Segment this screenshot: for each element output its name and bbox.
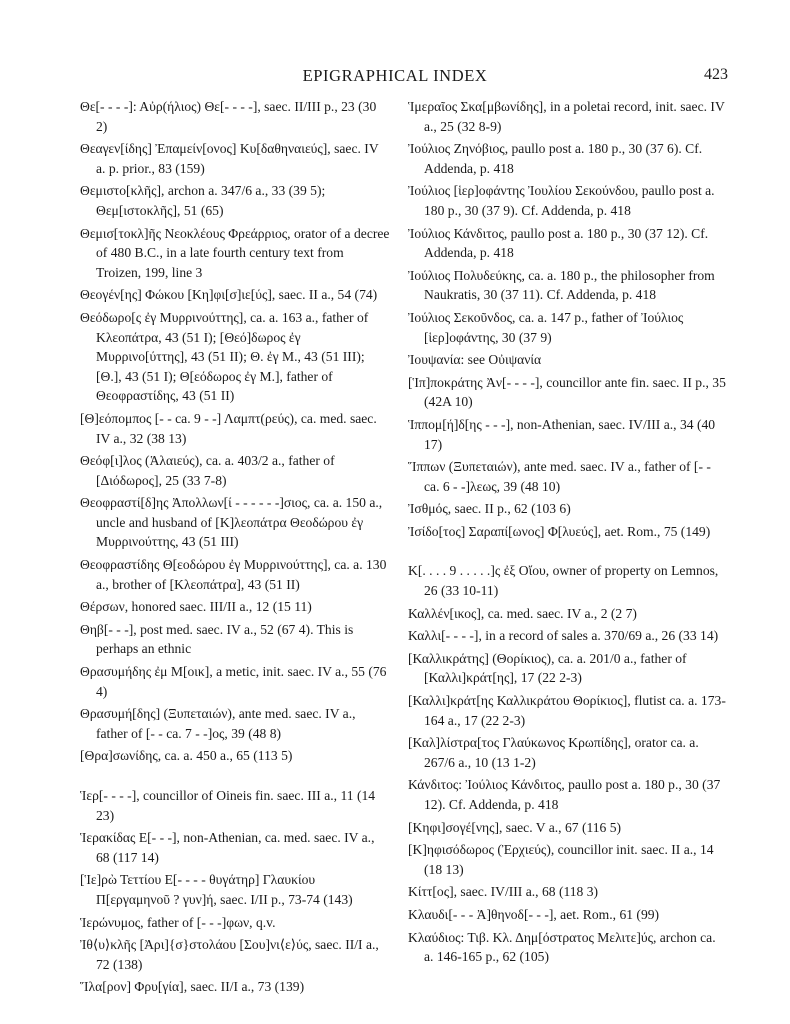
index-entry: Ἰούλιος Σεκοῦνδος, ca. a. 147 p., father of Ἰούλιος [ἱερ]οφάντης, 30 (37 9) <box>408 309 684 345</box>
index-entry: Θεμιστο[κλῆς], archon a. 347/6 a., 33 (39 5); Θεμ[ιστοκλῆς], 51 (65) <box>80 183 326 218</box>
index-entry: Κλαύδιος: Τιβ. Κλ. Δημ[όστρατος Μελιτε]ύς, archon ca. a. 146‐165 p., 62 (105) <box>408 929 716 965</box>
left-column <box>80 97 390 1000</box>
index-entry: Ἵλα[ρον] Φρυ[γία], saec. II/I a., 73 (139) <box>80 979 305 995</box>
index-entry: Θεοφραστίδης Θ[εοδώρου ἐγ Μυρρινούττης], ca. a. 130 a., brother of [Κλεοπάτρα], 43 (51 II) <box>80 557 387 592</box>
page-header <box>0 66 790 88</box>
index-entry: [Ἱε]ρὼ Τεττίου Ε[‐ ‐ ‐ ‐ θυγάτηρ] Γλαυκίου Π[εργαμηνοῦ ? γυν]ή, saec. I/II p., 73‐74 (143) <box>80 872 353 907</box>
index-entry: Κλαυδι[‐ ‐ ‐ Ἀ]θηνοδ[‐ ‐ ‐], aet. Rom., 61 (99) <box>408 906 660 922</box>
index-entry: Ἰούλιος Ζηνόβιος, paullo post a. 180 p., 30 (37 6). Cf. Addenda, p. 418 <box>408 141 703 176</box>
index-entry: Κ[. . . . 9 . . . . .]ς ἐξ Οἴου, owner of property on Lemnos, 26 (33 10‐11) <box>408 563 719 599</box>
running-head: EPIGRAPHICAL INDEX <box>302 66 488 85</box>
index-entry: Ἱμεραῖος Σκα[μβωνίδης], in a poletai record, init. saec. IV a., 25 (32 8‐9) <box>408 99 725 134</box>
index-entry: Θεαγεν[ίδης] Ἐπαμείν[ονος] Κυ[δαθηναιεύς], saec. IV a. p. prior., 83 (159) <box>80 141 379 176</box>
index-entry: [Καλλι]κράτ[ης Καλλικράτου Θορίκιος], flutist ca. a. 173‐164 a., 17 (22 2‐3) <box>408 693 726 728</box>
index-entry: [Θ]εόπομπος [‐ ‐ ca. 9 ‐ ‐] Λαμπτ(ρεύς), ca. med. saec. IV a., 32 (38 13) <box>80 410 377 446</box>
index-entry: Ἱερακίδας Ε[‐ ‐ ‐], non‐Athenian, ca. med. saec. IV a., 68 (117 14) <box>80 830 375 865</box>
index-entry: Ἱππομ[ή]δ[ης ‐ ‐ ‐], non‐Athenian, saec. IV/III a., 34 (40 17) <box>408 416 716 452</box>
index-entry: Θεόφ[ι]λος (Ἁλαιεύς), ca. a. 403/2 a., father of [Διόδωρος], 25 (33 7‐8) <box>80 453 335 488</box>
index-entry: Ἰσθμός, saec. II p., 62 (103 6) <box>408 501 571 517</box>
index-entry: [Θρα]σωνίδης, ca. a. 450 a., 65 (113 5) <box>80 748 293 764</box>
index-entry: Θεμισ[τοκλ]ῆς Νεοκλέους Φρεάρριος, orator of a decree of 480 B.C., in a late fourth century text from Troizen, 199, line 3 <box>80 225 390 280</box>
index-entry: [Καλλικράτης] (Θορίκιος), ca. a. 201/0 a., father of [Καλλι]κράτ[ης], 17 (22 2‐3) <box>408 650 687 686</box>
index-entry: Ἰούλιος [ἱερ]οφάντης Ἰουλίου Σεκούνδου, paullo post a. 180 p., 30 (37 9). Cf. Addenda, p. 418 <box>408 183 715 218</box>
index-entry: Ἰούλιος Κάνδιτος, paullo post a. 180 p., 30 (37 12). Cf. Addenda, p. 418 <box>408 225 709 261</box>
index-entry: Κάνδιτος: Ἰούλιος Κάνδιτος, paullo post a. 180 p., 30 (37 12). Cf. Addenda, p. 418 <box>408 777 721 812</box>
index-entry: Θρασυμήδης ἐμ Μ[οικ], a metic, init. saec. IV a., 55 (76 4) <box>80 664 387 699</box>
index-entry: [Κηφι]σογέ[νης], saec. V a., 67 (116 5) <box>408 819 622 835</box>
index-entry: Ἰουψανία: see Οὐιψανία <box>408 352 542 368</box>
index-entry: Κίττ[ος], saec. IV/III a., 68 (118 3) <box>408 884 599 900</box>
index-entry: [Κ]ηφισόδωρος (Ἐρχιεύς), councillor init. saec. II a., 14 (18 13) <box>408 842 714 877</box>
index-entry: Ἱερ[‐ ‐ ‐ ‐], councillor of Oineis fin. saec. III a., 11 (14 23) <box>80 788 376 823</box>
index-entry: Ἵππων (Ξυπεταιών), ante med. saec. IV a., father of [‐ ‐ ca. 6 ‐ ‐]λεως, 39 (48 10) <box>408 459 711 494</box>
index-entry: Θεοφραστί[δ]ης Ἀπολλων[ί ‐ ‐ ‐ ‐ ‐ ‐]σιος, ca. a. 150 a., uncle and husband of [Κ]λεοπάτρα Θεοδώρου ἐγ Μυρρινούττης, 43 (51 III) <box>80 495 383 550</box>
index-entry: Ἰούλιος Πολυδεύκης, ca. a. 180 p., the philosopher from Naukratis, 30 (37 11). Cf. Addenda, p. 418 <box>408 267 715 303</box>
index-entry: Καλλι[‐ ‐ ‐ ‐], in a record of sales a. 370/69 a., 26 (33 14) <box>408 628 719 644</box>
index-entry: Θρασυμή[δης] (Ξυπεταιών), ante med. saec. IV a., father of [‐ ‐ ca. 7 ‐ ‐]ος, 39 (48 8) <box>80 706 356 741</box>
index-entry: Ἱερώνυμος, father of [‐ ‐ ‐]φων, q.v. <box>80 914 276 930</box>
right-column <box>408 97 728 970</box>
index-entry: [Καλ]λίστρα[τος Γλαύκωνος Κρωπίδης], orator ca. a. 267/6 a., 10 (13 1‐2) <box>408 735 699 770</box>
index-entry: Καλλέν[ικος], ca. med. saec. IV a., 2 (2 7) <box>408 605 637 621</box>
index-entry: Ἰσίδο[τος] Σαραπί[ωνος] Φ[λυεύς], aet. Rom., 75 (149) <box>408 523 711 539</box>
index-entry: [Ἱπ]ποκράτης Ἀν[‐ ‐ ‐ ‐], councillor ante fin. saec. II p., 35 (42A 10) <box>408 374 726 410</box>
index-entry: Θε[‐ ‐ ‐ ‐]: Αὐρ(ήλιος) Θε[‐ ‐ ‐ ‐], saec. II/III p., 23 (30 2) <box>80 99 377 134</box>
index-entry: Θέρσων, honored saec. III/II a., 12 (15 11) <box>80 599 312 615</box>
page-number: 423 <box>704 66 728 83</box>
index-entry: Θεόδωρο[ς ἐγ Μυρρινούττης], ca. a. 163 a., father of Κλεοπάτρα, 43 (51 I); [Θεό]δωρος ἐγ Μυρρινο[ύττης], 43 (51 II); Θ. ἐγ Μ., 43 (51 III); [Θ.], 43 (51 I); Θ[εόδωρος ἐγ Μ.], father of Θεοφραστίδης, 43 (51 II) <box>80 309 369 404</box>
index-entry: Ἰθ⟨υ⟩κλῆς [Ἀρι]{σ}στολάου [Σου]νι⟨ε⟩ύς, saec. II/I a., 72 (138) <box>80 937 379 972</box>
index-entry: Θηβ[‐ ‐ ‐], post med. saec. IV a., 52 (67 4). This is perhaps an ethnic <box>80 621 354 657</box>
index-entry: Θεογέν[ης] Φώκου [Κη]φι[σ]ιε[ύς], saec. II a., 54 (74) <box>80 287 378 303</box>
